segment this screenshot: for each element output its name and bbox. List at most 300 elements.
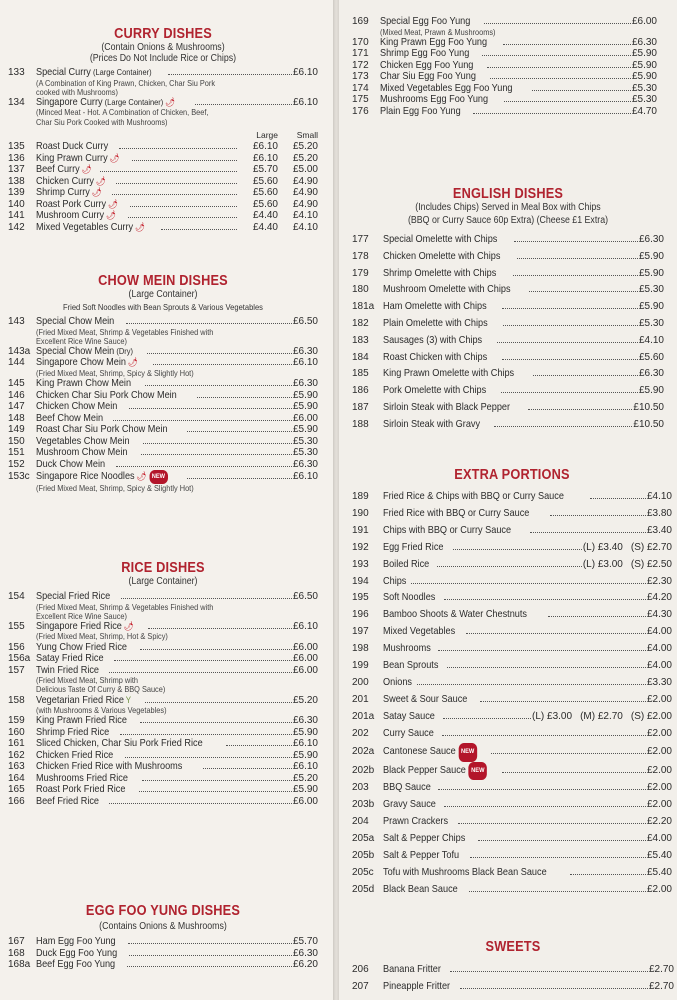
item-price: £4.10	[646, 491, 672, 502]
menu-item-row	[8, 936, 318, 948]
menu-item-row	[8, 653, 318, 665]
item-price-large: £5.60	[252, 198, 278, 210]
item-name: Mushrooms Fried Rice	[36, 772, 128, 784]
item-number: 164	[8, 772, 25, 784]
item-number: 135	[8, 141, 25, 153]
item-name: BBQ Sauce	[383, 782, 431, 794]
menu-item-row	[8, 773, 318, 785]
menu-item-row	[352, 709, 672, 726]
item-name: Singapore Fried Rice 🌶	[36, 620, 134, 632]
menu-item-row	[352, 658, 672, 675]
vegetarian-icon: Y	[125, 694, 131, 705]
menu-item-row	[8, 164, 318, 176]
dot-leader	[116, 466, 292, 467]
menu-item-row	[8, 390, 318, 402]
menu-item-row	[352, 94, 657, 106]
chili-icon: 🌶	[165, 96, 176, 107]
item-number: 150	[8, 435, 25, 447]
item-price: £4.20	[646, 592, 672, 604]
item-name: Roast Chicken with Chips	[383, 351, 488, 363]
item-price: £4.10	[638, 334, 664, 346]
item-description: (Fried Mixed Meat, Shrimp, Spicy & Slightly Hot)	[36, 482, 194, 493]
item-price-small: £4.10	[292, 221, 318, 233]
dot-leader	[187, 478, 292, 479]
item-price-small: £4.90	[292, 198, 318, 210]
item-name: Pineapple Fritter	[383, 980, 451, 992]
menu-item-row	[352, 814, 672, 831]
item-number: 166	[8, 795, 25, 807]
chili-icon: 🌶	[105, 210, 116, 221]
menu-item-row	[352, 71, 657, 83]
rice-items-list	[8, 591, 318, 807]
chili-icon: 🌶	[127, 357, 138, 368]
dot-leader	[187, 431, 292, 432]
dot-leader	[466, 633, 646, 634]
eggfoo-section	[8, 903, 318, 971]
item-name: King Prawn Curry 🌶	[36, 152, 120, 164]
eggfoo-continued-section	[352, 16, 657, 117]
dot-leader	[570, 874, 646, 875]
menu-item-row	[352, 641, 672, 658]
menu-item-row	[8, 413, 318, 425]
dot-leader	[130, 206, 237, 207]
item-number: 176	[352, 105, 369, 117]
chili-icon: 🌶	[134, 221, 145, 232]
item-number: 168a	[8, 959, 31, 970]
item-price-large: £6.10	[252, 141, 278, 153]
item-price-large: £4.40	[252, 210, 278, 222]
item-name: Banana Fritter	[383, 964, 441, 975]
item-number: 137	[8, 164, 25, 176]
english-subtitle-1: (Includes Chips) Served in Meal Box with Chips	[415, 202, 601, 213]
item-name: Shrimp Omelette with Chips	[383, 267, 497, 279]
dot-leader	[530, 532, 646, 533]
dot-leader	[487, 67, 631, 68]
item-description: (Mixed Meat, Prawn & Mushrooms)	[380, 26, 496, 37]
item-number: 202a	[352, 745, 375, 757]
item-number: 183	[352, 334, 369, 346]
menu-item-row	[8, 153, 318, 165]
item-price: £2.00	[646, 727, 672, 739]
item-price: £5.90	[638, 385, 664, 397]
item-price: £3.80	[646, 507, 672, 519]
item-name: Special Chow Mein (Dry)	[36, 345, 133, 357]
item-price: £6.10	[292, 738, 318, 750]
item-number: 169	[352, 16, 369, 27]
dot-leader	[480, 701, 646, 702]
item-number: 181a	[352, 301, 375, 313]
dot-leader	[121, 598, 292, 599]
item-price: £6.10	[292, 620, 318, 632]
item-number: 171	[352, 48, 369, 60]
item-number: 170	[352, 36, 369, 48]
item-description: (Fried Mixed Meat, Shrimp & Vegetables Finished with	[36, 326, 214, 337]
item-name: Singapore Curry (Large Container) 🌶	[36, 96, 176, 108]
item-number: 190	[352, 507, 369, 519]
item-name: Char Siu Egg Foo Yung	[380, 71, 476, 83]
item-name: Chicken Curry 🌶	[36, 175, 106, 187]
item-number: 189	[352, 491, 369, 502]
item-price: £2.00	[646, 693, 672, 705]
item-name: Yung Chow Fried Rice	[36, 641, 127, 653]
item-price: £3.40	[646, 524, 672, 536]
menu-item-row	[352, 865, 672, 882]
menu-item-row	[352, 726, 672, 743]
item-name: Plain Egg Foo Yung	[380, 105, 461, 117]
item-name: Roast Pork Curry 🌶	[36, 198, 118, 210]
dot-leader	[491, 753, 646, 754]
item-note: (Dry)	[114, 345, 133, 356]
sweets-items-list	[352, 962, 674, 995]
item-name: Mushrooms	[383, 643, 431, 655]
dot-leader	[411, 583, 646, 584]
curry-col-small: Small	[296, 129, 318, 140]
menu-item-row	[352, 797, 672, 814]
menu-item-row	[8, 210, 318, 222]
item-price: £6.50	[292, 591, 318, 602]
item-price-small: £5.20	[292, 141, 318, 153]
menu-item-row	[8, 436, 318, 448]
item-name: Singapore Chow Mein 🌶	[36, 357, 138, 369]
dot-leader	[132, 160, 237, 161]
item-name: Beef Fried Rice	[36, 795, 100, 807]
dot-leader	[504, 101, 631, 102]
menu-item-row	[352, 366, 664, 383]
item-number: 179	[352, 267, 369, 279]
item-name: Egg Fried Rice	[383, 541, 444, 553]
item-name: Soft Noodles	[383, 592, 436, 604]
dot-leader	[417, 684, 646, 685]
item-price: £4.00	[646, 660, 672, 672]
item-price: £6.30	[292, 715, 318, 727]
item-description: Excellent Rice Wine Sauce)	[36, 610, 127, 621]
item-number: 156a	[8, 653, 31, 665]
item-description: cooked with Mushrooms)	[36, 86, 118, 97]
item-price: £10.50	[633, 401, 664, 413]
chili-icon: 🌶	[95, 175, 106, 186]
item-name: Fried Rice with BBQ or Curry Sauce	[383, 507, 530, 519]
item-number: 165	[8, 784, 25, 796]
menu-item-row	[352, 106, 657, 118]
item-price: £6.00	[292, 795, 318, 807]
item-price: £6.10	[292, 761, 318, 773]
item-name: Salt & Pepper Chips	[383, 833, 466, 845]
dot-leader	[109, 672, 292, 673]
item-name: Sirloin Steak with Gravy	[383, 418, 481, 430]
dot-leader	[460, 988, 648, 989]
dot-leader	[478, 840, 646, 841]
item-price: £5.90	[292, 401, 318, 413]
item-price: £6.30	[292, 947, 318, 959]
chili-icon: 🌶	[123, 620, 134, 631]
menu-item-row	[8, 796, 318, 808]
item-number: 157	[8, 664, 25, 676]
item-number: 177	[352, 234, 369, 245]
item-name: Beef Chow Mein	[36, 412, 104, 424]
dot-leader	[112, 194, 237, 195]
rice-subtitle-1: (Large Container)	[128, 576, 198, 587]
item-number: 187	[352, 401, 369, 413]
menu-item-row	[352, 83, 657, 95]
dot-leader	[120, 734, 292, 735]
menu-item-row	[8, 187, 318, 199]
item-price: £5.20	[292, 772, 318, 784]
item-price: £5.90	[292, 784, 318, 796]
item-price: £5.30	[631, 82, 657, 94]
dot-leader	[517, 258, 638, 259]
item-price: £4.70	[631, 105, 657, 117]
item-name: Roast Char Siu Pork Chow Mein	[36, 424, 168, 436]
item-name: Satay Sauce	[383, 710, 435, 722]
item-name: Duck Egg Foo Yung	[36, 947, 118, 959]
item-name: Chips	[383, 575, 407, 587]
item-name: Gravy Sauce	[383, 799, 436, 811]
item-number: 201	[352, 693, 369, 705]
menu-item-row	[8, 459, 318, 471]
menu-item-row	[8, 784, 318, 796]
item-name: Duck Chow Mein	[36, 458, 106, 470]
item-number: 204	[352, 816, 369, 828]
item-price: £5.40	[646, 850, 672, 862]
menu-item-row	[352, 489, 672, 506]
menu-item-row	[8, 447, 318, 459]
item-price: £2.00	[646, 799, 672, 811]
menu-item-row	[8, 470, 318, 484]
item-name: Special Omelette with Chips	[383, 234, 498, 245]
item-name: Salt & Pepper Tofu	[383, 850, 460, 862]
item-number: 203	[352, 782, 369, 794]
item-number: 134	[8, 96, 25, 108]
dot-leader	[548, 616, 646, 617]
item-price-small: £5.20	[292, 152, 318, 164]
item-number: 175	[352, 94, 369, 106]
dot-leader	[119, 148, 237, 149]
item-price-large: £5.60	[252, 175, 278, 187]
dot-leader	[529, 291, 638, 292]
item-name: Beef Curry 🌶	[36, 164, 92, 176]
menu-item-row	[352, 48, 657, 60]
dot-leader	[550, 515, 646, 516]
item-number: 139	[8, 187, 25, 199]
item-name: Chicken Chow Mein	[36, 401, 118, 413]
dot-leader	[502, 308, 638, 309]
item-number: 202	[352, 727, 369, 739]
item-price: £6.00	[631, 16, 657, 27]
item-description: (Minced Meat - Hot. A Combination of Chicken, Beef,	[36, 107, 209, 118]
dot-leader	[482, 55, 630, 56]
dot-leader	[590, 498, 646, 499]
menu-item-row	[8, 378, 318, 390]
dot-leader	[116, 183, 237, 184]
dot-leader	[153, 364, 292, 365]
dot-leader	[502, 359, 638, 360]
dot-leader	[533, 375, 638, 376]
menu-item-row	[352, 607, 672, 624]
dot-leader	[438, 789, 646, 790]
dot-leader	[490, 78, 631, 79]
item-number: 162	[8, 749, 25, 761]
menu-item-row	[352, 383, 664, 400]
eggfoo-subtitle-1: (Contains Onions & Mushrooms)	[99, 921, 227, 932]
menu-item-row	[352, 590, 672, 607]
curry-section	[8, 26, 318, 233]
item-number: 145	[8, 378, 25, 390]
item-number: 142	[8, 221, 25, 233]
item-price: £5.90	[292, 749, 318, 761]
menu-item-row	[352, 743, 672, 762]
item-name: Ham Omelette with Chips	[383, 301, 487, 313]
item-name: Vegetables Chow Mein	[36, 435, 130, 447]
dot-leader	[470, 857, 646, 858]
item-description: (Fried Mixed Meat, Shrimp, Spicy & Slightly Hot)	[36, 367, 194, 378]
item-name: Mushrooms Egg Foo Yung	[380, 94, 489, 106]
item-name: Pork Omelette with Chips	[383, 385, 487, 397]
item-price: £6.20	[292, 959, 318, 970]
eggfoo-heading: EGG FOO YUNG DISHES	[85, 903, 241, 919]
item-price: £2.00	[646, 745, 672, 757]
item-price: £5.60	[638, 351, 664, 363]
item-price: £6.50	[292, 316, 318, 327]
dot-leader	[197, 397, 292, 398]
item-price: £5.90	[631, 48, 657, 60]
dot-leader	[128, 217, 237, 218]
dot-leader	[129, 955, 292, 956]
dot-leader	[142, 780, 292, 781]
item-number: 197	[352, 626, 369, 638]
item-number: 148	[8, 412, 25, 424]
item-price-l: (L) £3.40	[582, 541, 623, 553]
dot-leader	[444, 599, 646, 600]
menu-item-row	[8, 959, 318, 971]
item-note: (Large Container)	[90, 67, 152, 77]
dot-leader	[113, 420, 292, 421]
menu-item-row	[352, 417, 664, 434]
menu-item-row	[352, 60, 657, 72]
item-number: 188	[352, 418, 369, 430]
item-number: 182	[352, 317, 369, 329]
dot-leader	[114, 660, 292, 661]
sweets-section	[352, 939, 674, 995]
menu-item-row	[8, 642, 318, 654]
item-name: Roast Duck Curry	[36, 141, 109, 153]
item-name: Prawn Crackers	[383, 816, 449, 828]
item-description: Char Siu Pork Cooked with Mushrooms)	[36, 116, 168, 127]
item-price: £5.90	[292, 424, 318, 436]
item-price-small: £4.90	[292, 175, 318, 187]
item-name: Black Pepper Sauce NEW	[383, 762, 487, 781]
dot-leader	[503, 44, 631, 45]
item-number: 192	[352, 541, 369, 553]
english-subtitle-2: (BBQ or Curry Sauce 60p Extra) (Cheese £1 Extra)	[407, 215, 609, 226]
chili-icon: 🌶	[81, 164, 92, 175]
item-price: £2.00	[646, 883, 672, 895]
dot-leader	[450, 971, 648, 972]
menu-item-row	[352, 249, 664, 266]
curry-size-header	[8, 130, 318, 142]
dot-leader	[494, 426, 632, 427]
item-number: 141	[8, 210, 25, 222]
menu-item-row	[352, 400, 664, 417]
item-number: 205d	[352, 883, 375, 895]
item-price: £5.90	[292, 389, 318, 401]
extra-heading: EXTRA PORTIONS	[454, 467, 570, 483]
dot-leader	[513, 275, 638, 276]
dot-leader	[501, 392, 638, 393]
chili-icon: 🌶	[107, 198, 118, 209]
sweets-heading: SWEETS	[485, 939, 541, 955]
item-price: £6.30	[638, 368, 664, 380]
new-badge: NEW	[458, 743, 477, 762]
dot-leader	[161, 229, 237, 230]
item-price: £6.10	[292, 96, 318, 108]
item-number: 161	[8, 738, 25, 750]
item-name: Singapore Rice Noodles 🌶 NEW	[36, 470, 168, 484]
item-name: Mushroom Curry 🌶	[36, 210, 116, 222]
menu-item-row	[8, 424, 318, 436]
item-price: £6.10	[292, 357, 318, 369]
item-number: 186	[352, 385, 369, 397]
item-price: £5.30	[292, 435, 318, 447]
item-note: (Large Container)	[102, 96, 164, 107]
menu-item-row	[352, 882, 672, 899]
curry-heading: CURRY DISHES	[114, 26, 212, 42]
dot-leader	[195, 104, 292, 105]
dot-leader	[139, 791, 292, 792]
dot-leader	[442, 735, 646, 736]
chowmein-heading: CHOW MEIN DISHES	[98, 273, 228, 289]
chowmein-items-list	[8, 316, 318, 493]
item-number: 146	[8, 389, 25, 401]
menu-item-row	[352, 848, 672, 865]
menu-item-row	[8, 222, 318, 234]
item-number: 143	[8, 316, 25, 327]
item-price: £5.30	[292, 447, 318, 459]
item-name: Mixed Vegetables Curry 🌶	[36, 221, 145, 233]
item-name: Black Bean Sauce	[383, 883, 458, 895]
menu-item-row	[8, 727, 318, 739]
dot-leader	[514, 241, 638, 242]
item-price: £2.00	[646, 764, 672, 776]
item-price: £5.90	[292, 726, 318, 738]
item-price-l: (L) £3.00	[582, 558, 623, 570]
item-price: £6.00	[292, 664, 318, 676]
item-name: Vegetarian Fried Rice Y	[36, 694, 131, 706]
item-name: Bean Sprouts	[383, 660, 439, 672]
item-number: 138	[8, 175, 25, 187]
item-name: Chicken Egg Foo Yung	[380, 59, 474, 71]
item-name: Special Chow Mein	[36, 316, 115, 327]
item-price: £4.00	[646, 833, 672, 845]
item-description: (Fried Mixed Meat, Shrimp, Hot & Spicy)	[36, 631, 168, 642]
item-price: £5.90	[638, 267, 664, 279]
menu-item-row	[8, 750, 318, 762]
item-name: Tofu with Mushrooms Black Bean Sauce	[383, 866, 547, 878]
dot-leader	[484, 23, 631, 24]
menu-item-row	[352, 350, 664, 367]
menu-item-row	[352, 979, 674, 996]
item-number: 199	[352, 660, 369, 672]
menu-item-row	[8, 401, 318, 413]
item-name: Chips with BBQ or Curry Sauce	[383, 524, 512, 536]
chili-icon: 🌶	[109, 152, 120, 163]
curry-col-large: Large	[256, 129, 278, 140]
item-price-m: (M) £2.70	[580, 710, 623, 722]
menu-item-row	[8, 346, 318, 358]
chowmein-subtitle-2: Fried Soft Noodles with Bean Sprouts & Various Vegetables	[63, 302, 263, 312]
item-number: 149	[8, 424, 25, 436]
item-name: Boiled Rice	[383, 558, 430, 570]
item-price: £5.90	[638, 250, 664, 262]
